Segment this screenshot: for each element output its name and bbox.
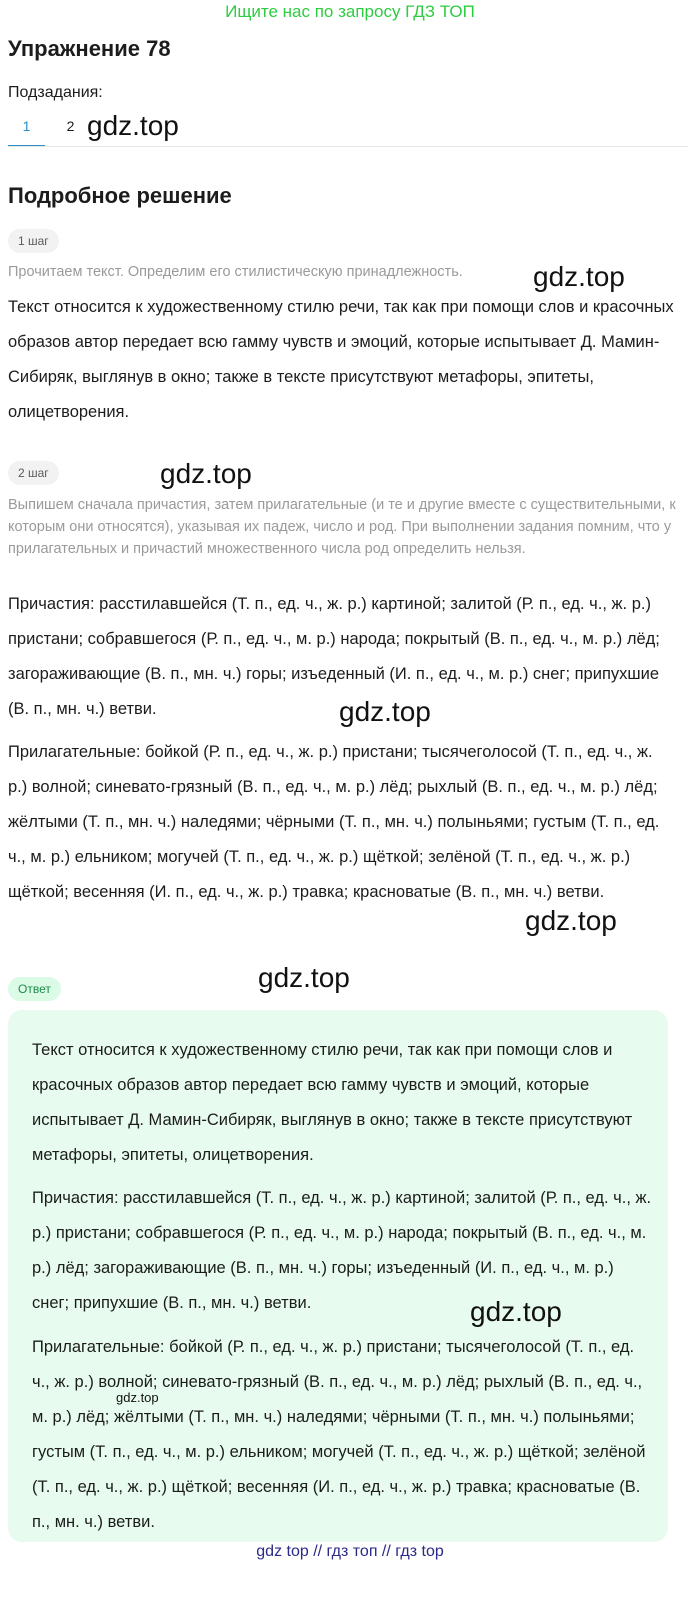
step-1-hint: Прочитаем текст. Определим его стилистическую принадлежность.	[8, 264, 463, 280]
step-2-badge: 2 шаг	[8, 461, 59, 485]
subtask-tab-1[interactable]: 1	[22, 118, 31, 134]
subtasks-label: Подзадания:	[8, 84, 103, 101]
page-title: Упражнение 78	[8, 36, 171, 61]
watermark: gdz.top	[116, 1390, 159, 1405]
solution-heading: Подробное решение	[8, 183, 232, 208]
answer-text-1: Текст относится к художественному стилю речи, так как при помощи слов и красочных образов автор передает всю гамму чувств и эмоций, которые испытывает Д. Мамин-Сибиряк, выглянув в окно; также в тексте присутствуют метафоры, эпитеты, олицетворения.	[32, 1041, 633, 1164]
watermark: gdz.top	[87, 110, 179, 141]
subtask-tab-2[interactable]: 2	[66, 118, 75, 134]
step-1-badge: 1 шаг	[8, 229, 59, 253]
step-2-adjectives: Прилагательные: бойкой (Р. п., ед. ч., ж. р.) пристани; тысячеголосой (Т. п., ед. ч., ж. р.) волной; синевато-грязный (В. п., ед. ч., м. р.) лёд; рыхлый (В. п., ед. ч., м. р.) лёд; жёлтыми (Т. п., мн. ч.) наледями; чёрными (Т. п., мн. ч.) полыньями; густым (Т. п., ед. ч., м. р.) ельником; могучей (Т. п., ед. ч., ж. р.) щёткой; зелёной (Т. п., ед. ч., ж. р.) щёткой; весенняя (И. п., ед. ч., ж. р.) травка; красноватые (В. п., мн. ч.) ветви.	[8, 743, 660, 901]
step-2-hint: Выпишем сначала причастия, затем прилагательные (и те и другие вместе с существительными, к которым они относятся), указывая их падеж, число и род. При выполнении задания помним, что у прилагательных и причастий множественного числа род определить нельзя.	[8, 497, 676, 557]
watermark: gdz.top	[533, 261, 625, 292]
watermark: gdz.top	[339, 696, 431, 727]
tabs-divider	[8, 146, 688, 147]
promo-banner[interactable]: Ищите нас по запросу ГДЗ ТОП	[225, 2, 475, 21]
watermark: gdz.top	[160, 458, 252, 489]
watermark: gdz.top	[525, 905, 617, 936]
watermark: gdz.top	[470, 1296, 562, 1327]
watermark: gdz.top	[258, 962, 350, 993]
answer-text-3: Прилагательные: бойкой (Р. п., ед. ч., ж. р.) пристани; тысячеголосой (Т. п., ед. ч., ж. р.) волной; синевато-грязный (В. п., ед. ч., м. р.) лёд; рыхлый (В. п., ед. ч., м. р.) лёд; жёлтыми (Т. п., мн. ч.) наледями; чёрными (Т. п., мн. ч.) полыньями; густым (Т. п., ед. ч., м. р.) ельником; могучей (Т. п., ед. ч., ж. р.) щёткой; зелёной (Т. п., ед. ч., ж. р.) щёткой; весенняя (И. п., ед. ч., ж. р.) травка; красноватые (В. п., мн. ч.) ветви.	[32, 1338, 646, 1531]
step-1-text: Текст относится к художественному стилю речи, так как при помощи слов и красочных образов автор передает всю гамму чувств и эмоций, которые испытывает Д. Мамин-Сибиряк, выглянув в окно; также в тексте присутствуют метафоры, эпитеты, олицетворения.	[8, 298, 674, 421]
answer-text-2: Причастия: расстилавшейся (Т. п., ед. ч., ж. р.) картиной; залитой (Р. п., ед. ч., ж. р.) пристани; собравшегося (Р. п., ед. ч., м. р.) народа; покрытый (В. п., ед. ч., м. р.) лёд; загораживающие (В. п., мн. ч.) горы; изъеденный (И. п., ед. ч., м. р.) снег; припухшие (В. п., мн. ч.) ветви.	[32, 1189, 652, 1312]
answer-badge: Ответ	[8, 977, 61, 1001]
footer-links[interactable]: gdz top // гдз топ // гдз top	[256, 1543, 444, 1560]
step-2-participles: Причастия: расстилавшейся (Т. п., ед. ч., ж. р.) картиной; залитой (Р. п., ед. ч., ж. р.) пристани; собравшегося (Р. п., ед. ч., м. р.) народа; покрытый (В. п., ед. ч., м. р.) лёд; загораживающие (В. п., мн. ч.) горы; изъеденный (И. п., ед. ч., м. р.) снег; припухшие (В. п., мн. ч.) ветви.	[8, 595, 660, 718]
